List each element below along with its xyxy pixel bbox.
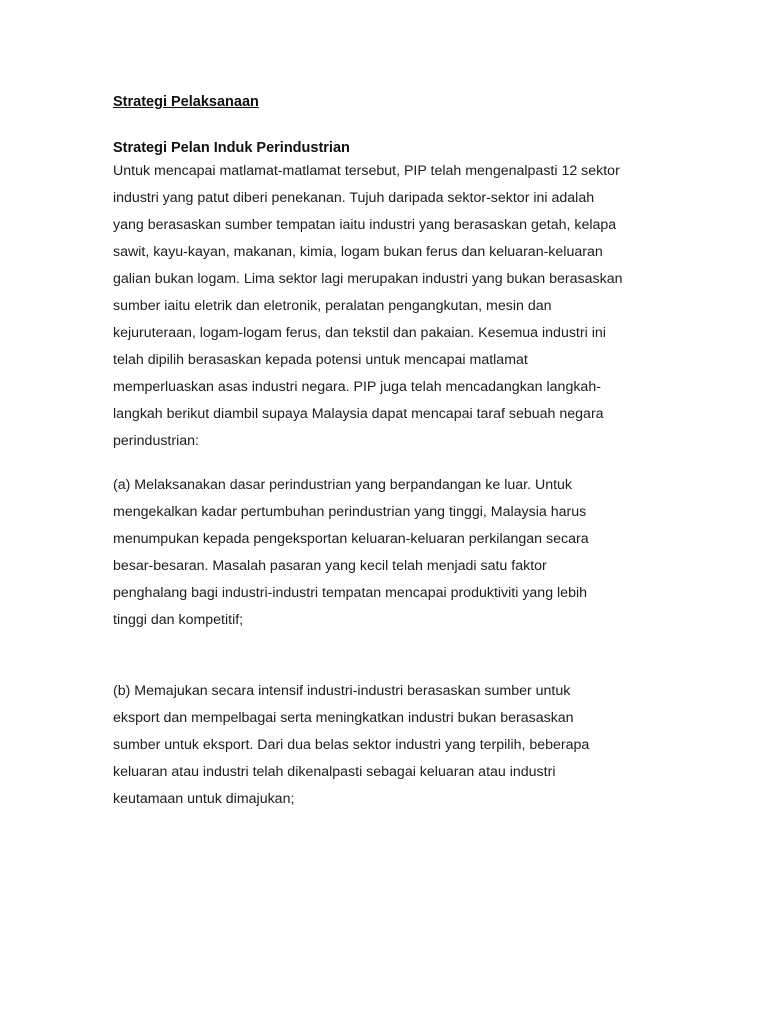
intro-paragraph (113, 158, 673, 455)
paragraph-line: kejuruteraan, logam-logam ferus, dan tekstil dan pakaian. Kesemua industri ini (113, 325, 606, 341)
paragraph-line: sawit, kayu-kayan, makanan, kimia, logam bukan ferus dan keluaran-keluaran (113, 244, 603, 260)
paragraph-line: eksport dan mempelbagai serta meningkatkan industri bukan berasaskan (113, 710, 574, 726)
section-heading: Strategi Pelan Induk Perindustrian (113, 140, 350, 156)
paragraph-line: perindustrian: (113, 433, 199, 449)
paragraph-line: langkah berikut diambil supaya Malaysia dapat mencapai taraf sebuah negara (113, 406, 604, 422)
paragraph-line: sumber iaitu eletrik dan eletronik, peralatan pengangkutan, mesin dan (113, 298, 552, 314)
paragraph-line: industri yang patut diberi penekanan. Tujuh daripada sektor-sektor ini adalah (113, 190, 595, 206)
paragraph-line: Untuk mencapai matlamat-matlamat tersebut, PIP telah mengenalpasti 12 sektor (113, 163, 620, 179)
paragraph-line: sumber untuk eksport. Dari dua belas sektor industri yang terpilih, beberapa (113, 737, 590, 753)
paragraph-line: mengekalkan kadar pertumbuhan perindustrian yang tinggi, Malaysia harus (113, 504, 587, 520)
document-content (113, 92, 673, 813)
paragraph-line: keluaran atau industri telah dikenalpasti sebagai keluaran atau industri (113, 764, 556, 780)
paragraph-line: tinggi dan kompetitif; (113, 612, 244, 628)
paragraph-line: memperluaskan asas industri negara. PIP juga telah mencadangkan langkah- (113, 379, 601, 395)
paragraph-line: menumpukan kepada pengeksportan keluaran-keluaran perkilangan secara (113, 531, 589, 547)
paragraph-line: telah dipilih berasaskan kepada potensi untuk mencapai matlamat (113, 352, 528, 368)
document-title: Strategi Pelaksanaan (113, 94, 259, 110)
paragraph-line: penghalang bagi industri-industri tempatan mencapai produktiviti yang lebih (113, 585, 587, 601)
paragraph-line: besar-besaran. Masalah pasaran yang kecil telah menjadi satu faktor (113, 558, 547, 574)
paragraph-line: (a) Melaksanakan dasar perindustrian yang berpandangan ke luar. Untuk (113, 477, 573, 493)
paragraph-line: galian bukan logam. Lima sektor lagi merupakan industri yang bukan berasaskan (113, 271, 623, 287)
list-item-a (113, 472, 673, 634)
paragraph-line: keutamaan untuk dimajukan; (113, 791, 295, 807)
list-item-b (113, 678, 673, 813)
paragraph-line: (b) Memajukan secara intensif industri-industri berasaskan sumber untuk (113, 683, 571, 699)
paragraph-line: yang berasaskan sumber tempatan iaitu industri yang berasaskan getah, kelapa (113, 217, 617, 233)
